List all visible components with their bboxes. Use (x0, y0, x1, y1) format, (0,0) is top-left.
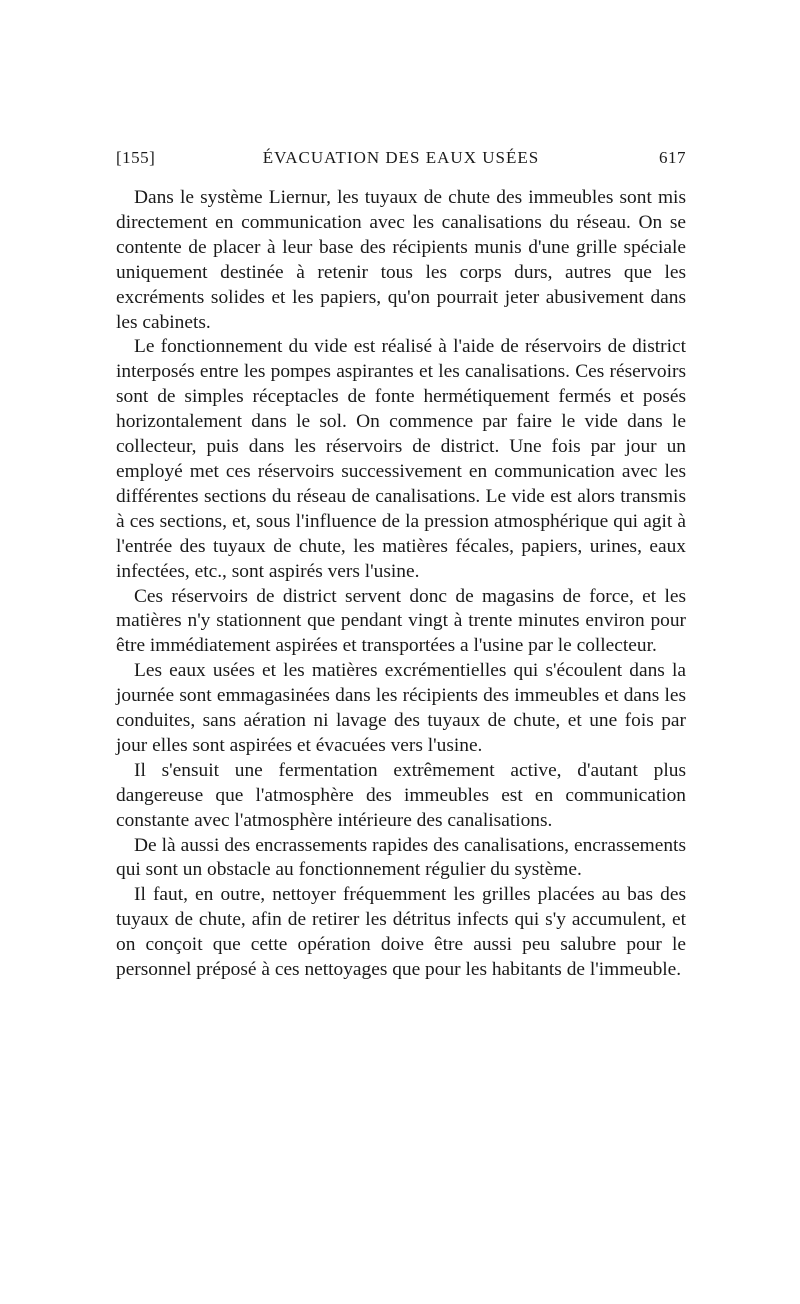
page-number: 617 (659, 148, 686, 167)
paragraph: Dans le système Liernur, les tuyaux de chute des immeubles sont mis directement en communication avec les canalisations du réseau. On se contente de placer à leur base des récipients munis d'une grille spéciale uniquement destinée à retenir tous les corps durs, autres que les excréments solides et les papiers, qu'on pourrait jeter abusivement dans les cabinets. (116, 187, 686, 333)
paragraph: Il s'ensuit une fermentation extrêmement active, d'autant plus dangereuse que l'atmosphère des immeubles est en communication constante avec l'atmosphère intérieure des canalisations. (116, 759, 686, 831)
paragraph: Il faut, en outre, nettoyer fréquemment les grilles placées au bas des tuyaux de chute, afin de retirer les détritus infects qui s'y accumulent, et on conçoit que cette opération doive être aussi peu salubre pour le personnel préposé à ces nettoyages que pour les habitants de l'immeuble. (116, 884, 686, 981)
paragraph: Le fonctionnement du vide est réalisé à l'aide de réservoirs de district interposés entre les pompes aspirantes et les canalisations. Ces réservoirs sont de simples réceptacles de fonte hermétiquement fermés et posés horizontalement dans le sol. On commence par faire le vide dans le collecteur, puis dans les réservoirs de district. Une fois par jour un employé met ces réservoirs successivement en communication avec les différentes sections du réseau de canalisations. Le vide est alors transmis à ces sections, et, sous l'influence de la pression atmosphérique qui agit à l'entrée des tuyaux de chute, les matières fécales, papiers, urines, eaux infectées, etc., sont aspirés vers l'usine. (116, 336, 686, 582)
page-reference: [155] (116, 148, 156, 167)
paragraph: De là aussi des encrassements rapides des canalisations, encrassements qui sont un obstacle au fonctionnement régulier du système. (116, 834, 686, 881)
running-title: ÉVACUATION DES EAUX USÉES (262, 148, 540, 167)
paragraph: Ces réservoirs de district servent donc de magasins de force, et les matières n'y stationnent que pendant vingt à trente minutes environ pour être immédiatement aspirées et transportées a l'usine par le collecteur. (116, 585, 686, 657)
body-text (116, 186, 686, 983)
paragraph: Les eaux usées et les matières excrémentielles qui s'écoulent dans la journée sont emmagasinées dans les récipients des immeubles et dans les conduites, sans aération ni lavage des tuyaux de chute, et une fois par jour elles sont aspirées et évacuées vers l'usine. (116, 660, 686, 756)
running-header (116, 148, 686, 172)
